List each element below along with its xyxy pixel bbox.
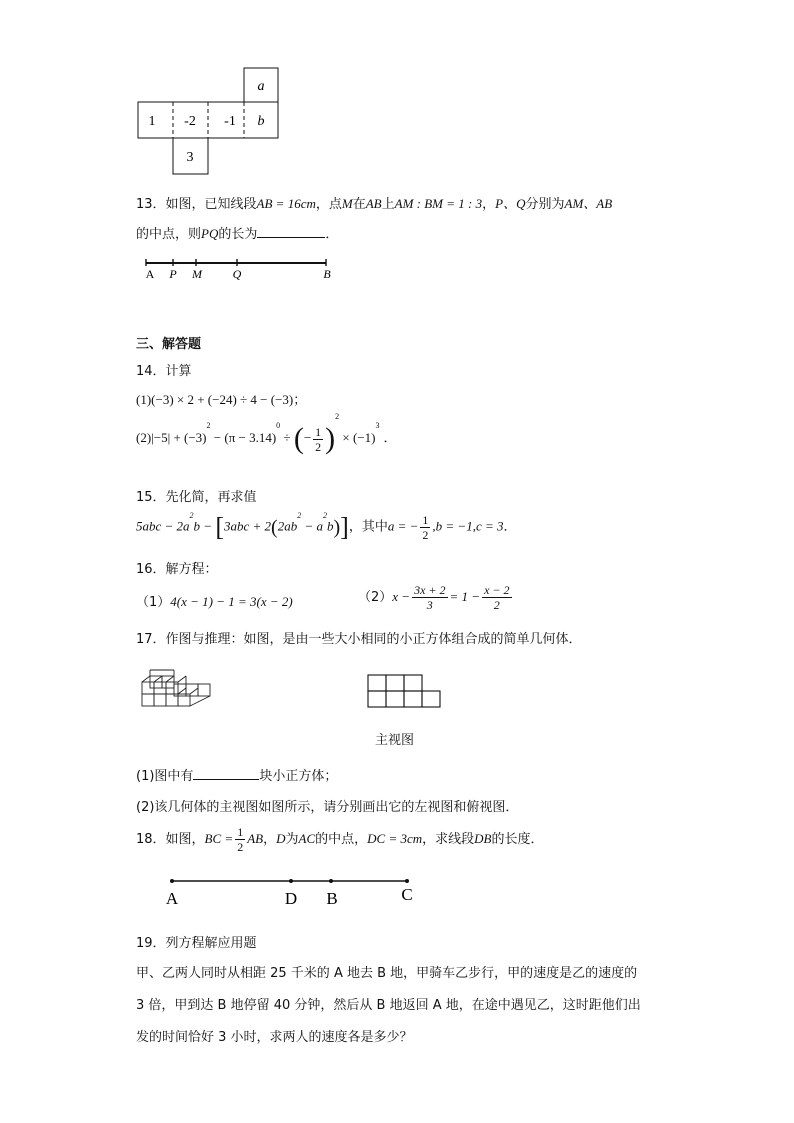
point-label: B: [323, 267, 331, 281]
cube-net-figure: [136, 66, 282, 178]
q18-statement: 18．如图，BC = $\frac{1}{2}$ AB，D为AC的中点，DC = 3cm，求线段DB的长度．: [136, 825, 544, 854]
answer-blank[interactable]: [257, 225, 325, 238]
q19-line: 甲、乙两人同时从相距 25 千米的 A 地去 B 地，甲骑车乙步行，甲的速度是乙的速度的: [136, 966, 638, 981]
q16-part1: （1）4(x − 1) − 1 = 3(x − 2): [136, 594, 293, 610]
point-label: M: [192, 267, 202, 281]
point-label: A: [145, 267, 155, 281]
point-label: Q: [232, 267, 242, 281]
net-cell-label: b: [257, 114, 265, 129]
q13-line2: 的中点，则PQ的长为 ．: [136, 226, 339, 242]
front-view-label: 主视图: [375, 733, 415, 748]
q19-line: 3 倍，甲到达 B 地停留 40 分钟，然后从 B 地返回 A 地，在途中遇见乙，这时距他们出: [136, 998, 641, 1013]
section-title: 三、解答题: [136, 337, 202, 352]
q19-title: 19．列方程解应用题: [136, 936, 257, 951]
point-label: A: [165, 889, 179, 908]
net-cell-label: a: [257, 79, 265, 94]
q13-segment-diagram: [140, 256, 340, 284]
net-cell-label: 3: [186, 150, 194, 165]
q16-part2: （2）x − $\frac{3x + 2}{3}$ = 1 − $\frac{x - 2}{2}$: [358, 583, 510, 612]
q15-expression: $5abc - 2a^2b - [3abc + 2(2ab^2 - a^2b)]$，其中a = − $\frac{1}{2}$ ,b = −1,c = 3．: [136, 511, 517, 542]
q14-part2: $(2)|-5| + (-3)^2 - (\pi - 3.14)^0$ ÷ (− $\frac{1}{2}$ )$^2 \times (-1)^3$．: [136, 412, 397, 455]
q17-title: 17．作图与推理：如图，是由一些大小相同的小正方体组合成的简单几何体．: [136, 632, 582, 647]
q14-title: 14．计算: [136, 364, 192, 379]
net-cell-label: 1: [148, 114, 156, 129]
q16-title: 16．解方程：: [136, 562, 218, 577]
point-label: P: [169, 267, 177, 281]
front-view-figure: [366, 673, 444, 709]
net-cell-label: -1: [224, 114, 236, 129]
point-label: C: [401, 885, 413, 904]
q19-line: 发的时间恰好 3 小时，求两人的速度各是多少？: [136, 1030, 413, 1045]
point-label: B: [326, 889, 338, 908]
answer-blank[interactable]: [193, 767, 259, 780]
q15-title: 15．先化简，再求值: [136, 490, 257, 505]
q14-part1: (1)(−3) × 2 + (−24) ÷ 4 − (−3)；: [136, 392, 307, 408]
q13-line1: 13．如图，已知线段AB = 16cm，点M在AB上AM : BM = 1 : 3，P、Q分别为AM、AB: [136, 196, 613, 212]
cube-solid-figure: [140, 664, 216, 716]
point-label: D: [284, 889, 298, 908]
q17-part2: (2)该几何体的主视图如图所示，请分别画出它的左视图和俯视图．: [136, 800, 519, 815]
net-cell-label: -2: [184, 114, 196, 129]
q18-segment-diagram: [160, 870, 420, 910]
q17-part1: (1)图中有 块小正方体；: [136, 769, 338, 784]
